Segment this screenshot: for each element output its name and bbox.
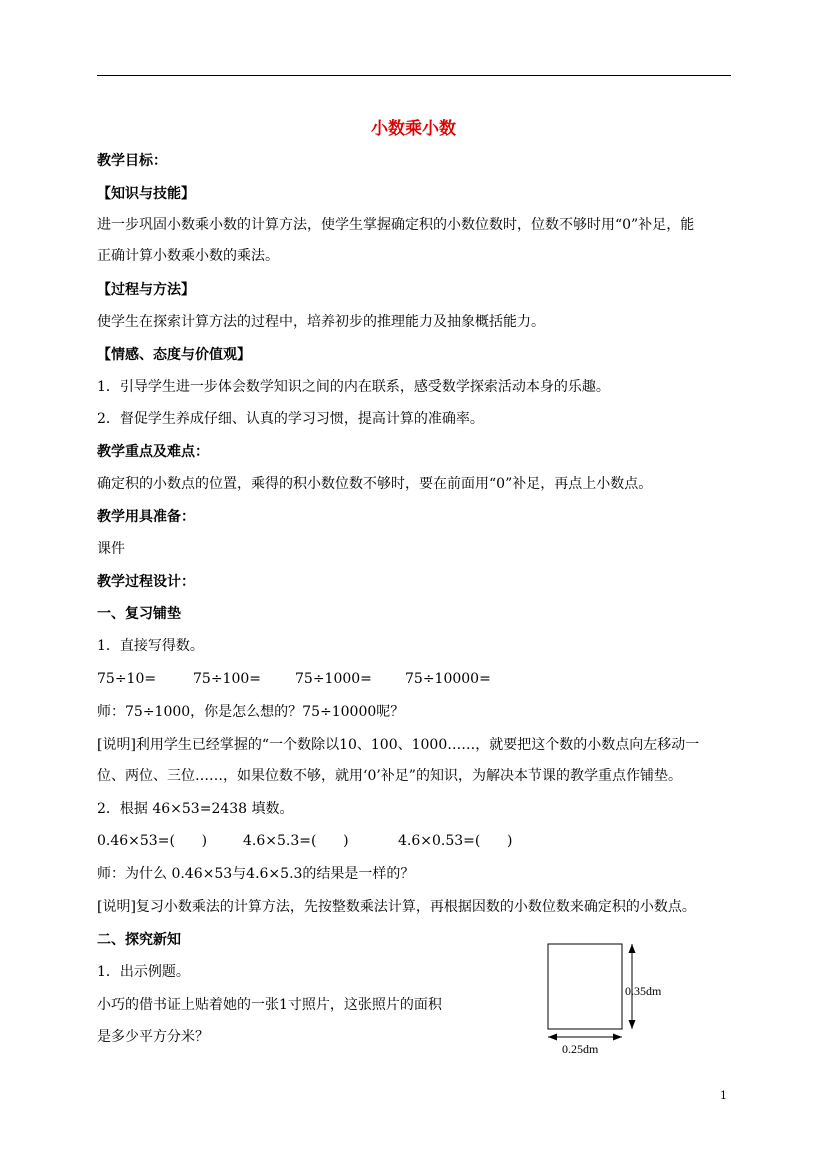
paragraph-line: 1．直接写得数。: [97, 638, 204, 654]
heading-emotion-values: 【情感、态度与价值观】: [97, 347, 251, 363]
width-label: 0.25dm: [562, 1042, 599, 1056]
paragraph-line: 1．引导学生进一步体会数学知识之间的内在联系，感受数学探索活动本身的乐趣。: [97, 379, 610, 395]
heading-teaching-goals: 教学目标：: [97, 153, 167, 169]
height-label: 0.35dm: [625, 984, 662, 998]
exercise-item: 0.46×53=( ): [97, 833, 208, 849]
photo-dimension-figure: [540, 940, 680, 1060]
exercise-item: 75÷1000=: [295, 671, 372, 687]
exercise-item: 75÷10=: [97, 671, 157, 687]
arrow-left-icon: [548, 1034, 557, 1041]
paragraph-line: [说明]利用学生已经掌握的“一个数除以10、100、1000……，就要把这个数的小数点向左移动一: [97, 737, 700, 753]
paragraph-line: 2．根据 46×53=2438 填数。: [97, 801, 294, 817]
arrow-down-icon: [629, 1020, 636, 1029]
paragraph-line: 进一步巩固小数乘小数的计算方法，使学生掌握确定积的小数位数时，位数不够时用“0”补足，能: [97, 217, 695, 233]
paragraph-line: 使学生在探索计算方法的过程中，培养初步的推理能力及抽象概括能力。: [97, 314, 545, 330]
paragraph-line: [说明]复习小数乘法的计算方法，先按整数乘法计算，再根据因数的小数位数来确定积的小数点。: [97, 899, 696, 915]
page-number: 1: [720, 1089, 727, 1102]
paragraph-line: 1．出示例题。: [97, 964, 190, 980]
paragraph-line: 正确计算小数乘小数的乘法。: [97, 248, 279, 264]
exercise-item: 75÷100=: [193, 671, 261, 687]
arrow-right-icon: [613, 1034, 622, 1041]
paragraph-line: 确定积的小数点的位置，乘得的积小数位数不够时，要在前面用“0”补足，再点上小数点。: [97, 476, 653, 492]
exercise1-row: [97, 669, 491, 689]
heading-process-methods: 【过程与方法】: [97, 282, 195, 298]
paragraph-line: 小巧的借书证上贴着她的一张1寸照片，这张照片的面积: [97, 997, 442, 1013]
exercise2-row: [97, 831, 513, 851]
paragraph-line: 师：75÷1000，你是怎么想的？75÷10000呢？: [97, 704, 405, 720]
photo-rectangle: [548, 944, 622, 1029]
heading-key-points: 教学重点及难点：: [97, 444, 209, 460]
heading-process-design: 教学过程设计：: [97, 574, 195, 590]
heading-teaching-tools: 教学用具准备：: [97, 509, 195, 525]
document-title: 小数乘小数: [371, 119, 456, 139]
heading-review: 一、复习铺垫: [97, 606, 181, 622]
exercise-item: 4.6×5.3=( ): [243, 833, 349, 849]
paragraph-line: 师：为什么 0.46×53与4.6×5.3的结果是一样的？: [97, 866, 415, 882]
exercise-item: 4.6×0.53=( ): [398, 833, 513, 849]
exercise-item: 75÷10000=: [405, 671, 491, 687]
paragraph-line: 课件: [97, 541, 125, 557]
header-rule: [97, 75, 731, 76]
paragraph-line: 2．督促学生养成仔细、认真的学习习惯，提高计算的准确率。: [97, 411, 484, 427]
arrow-up-icon: [629, 944, 636, 953]
paragraph-line: 位、两位、三位……，如果位数不够，就用‘0’补足”的知识，为解决本节课的教学重点作铺垫。: [97, 768, 682, 784]
paragraph-line: 是多少平方分米？: [97, 1029, 209, 1045]
heading-knowledge-skills: 【知识与技能】: [97, 186, 195, 202]
heading-explore: 二、探究新知: [97, 932, 181, 948]
